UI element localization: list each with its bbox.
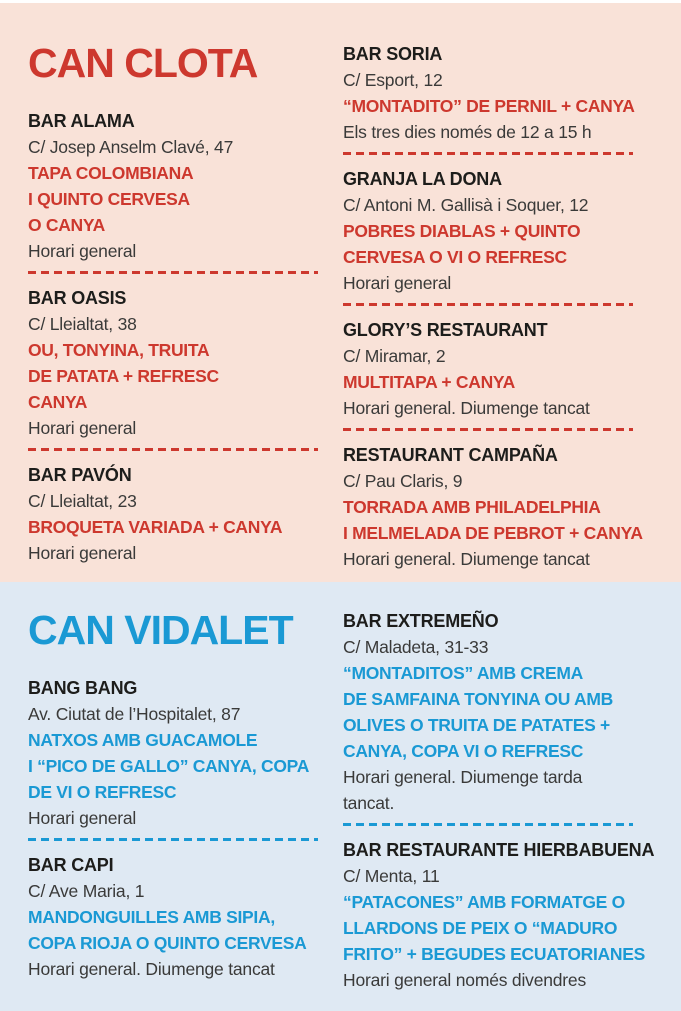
schedule-line: Horari general. Diumenge tarda — [343, 767, 583, 787]
offer-line: COPA RIOJA O QUINTO CERVESA — [28, 933, 307, 953]
can-clota-right-listings — [343, 41, 663, 572]
can-vidalet-right-listings — [343, 608, 663, 993]
dashed-separator — [28, 838, 318, 841]
bar-schedule — [28, 956, 343, 982]
bar-listing — [343, 41, 663, 155]
offer-line: MULTITAPA + CANYA — [343, 372, 516, 392]
bar-name: BAR ALAMA — [28, 111, 135, 131]
offer-line: “PATACONES” AMB FORMATGE O — [343, 892, 625, 912]
section-title-can-clota: CAN CLOTA — [28, 40, 258, 86]
bar-listing — [343, 837, 663, 993]
offer-line: NATXOS AMB GUACAMOLE — [28, 730, 258, 750]
bar-listing — [28, 675, 343, 841]
dashed-separator — [343, 303, 633, 306]
offer-line: TORRADA AMB PHILADELPHIA — [343, 497, 601, 517]
schedule-line: Horari general — [28, 808, 137, 828]
bar-listing — [28, 852, 343, 982]
bar-schedule — [343, 270, 663, 296]
offer-line: POBRES DIABLAS + QUINTO — [343, 221, 581, 241]
offer-line: DE SAMFAINA TONYINA OU AMB — [343, 689, 613, 709]
offer-line: CERVESA O VI O REFRESC — [343, 247, 567, 267]
schedule-line: Horari general — [28, 418, 137, 438]
bar-listing — [28, 285, 343, 451]
offer-line: TAPA COLOMBIANA — [28, 163, 194, 183]
bar-offer — [343, 889, 663, 967]
offer-line: CANYA — [28, 392, 88, 412]
section-can-clota — [0, 3, 681, 582]
bar-listing — [28, 108, 343, 274]
offer-line: MANDONGUILLES AMB SIPIA, — [28, 907, 275, 927]
dashed-separator — [28, 271, 318, 274]
offer-line: LLARDONS DE PEIX O “MADURO — [343, 918, 618, 938]
bar-name: BAR CAPI — [28, 855, 114, 875]
bar-address: C/ Lleialtat, 23 — [28, 491, 137, 511]
bar-listing — [343, 442, 663, 572]
offer-line: I “PICO DE GALLO” CANYA, COPA — [28, 756, 310, 776]
offer-line: “MONTADITOS” AMB CREMA — [343, 663, 584, 683]
bar-offer — [343, 369, 663, 395]
dashed-separator — [343, 152, 633, 155]
bar-name: BAR SORIA — [343, 44, 443, 64]
offer-line: “MONTADITO” DE PERNIL + CANYA — [343, 96, 635, 116]
bar-address: C/ Esport, 12 — [343, 70, 443, 90]
bar-name: BAR RESTAURANTE HIERBABUENA — [343, 840, 655, 860]
offer-line: CANYA, COPA VI O REFRESC — [343, 741, 584, 761]
bar-schedule — [343, 395, 663, 421]
dashed-separator — [343, 428, 633, 431]
can-clota-left-listings — [28, 108, 343, 566]
dashed-separator — [343, 823, 633, 826]
bar-offer — [343, 93, 663, 119]
bar-schedule — [343, 546, 663, 572]
bar-name: GLORY’S RESTAURANT — [343, 320, 548, 340]
schedule-line: Horari general només divendres — [343, 970, 587, 990]
bar-offer — [343, 218, 663, 270]
schedule-line: Horari general. Diumenge tancat — [28, 959, 275, 979]
bar-address: C/ Pau Claris, 9 — [343, 471, 463, 491]
can-clota-right-column — [343, 41, 663, 582]
offer-line: OLIVES O TRUITA DE PATATES + — [343, 715, 610, 735]
bar-address: C/ Ave Maria, 1 — [28, 881, 145, 901]
bar-offer — [28, 514, 343, 540]
bar-name: GRANJA LA DONA — [343, 169, 502, 189]
bar-listing — [343, 317, 663, 431]
schedule-line: Horari general — [28, 241, 137, 261]
bar-address: C/ Antoni M. Gallisà i Soquer, 12 — [343, 195, 589, 215]
bar-schedule — [343, 119, 663, 145]
bar-address: C/ Maladeta, 31-33 — [343, 637, 489, 657]
bar-schedule — [343, 764, 663, 816]
bar-schedule — [28, 540, 343, 566]
bar-name: BAR EXTREMEÑO — [343, 611, 499, 631]
offer-line: DE VI O REFRESC — [28, 782, 177, 802]
can-clota-left-column — [28, 41, 343, 582]
bar-address: C/ Menta, 11 — [343, 866, 440, 886]
dashed-separator — [28, 448, 318, 451]
offer-line: OU, TONYINA, TRUITA — [28, 340, 210, 360]
bar-listing — [28, 462, 343, 566]
bar-address: C/ Josep Anselm Clavé, 47 — [28, 137, 234, 157]
bar-offer — [343, 660, 663, 764]
bar-offer — [28, 727, 343, 805]
bar-address: C/ Lleialtat, 38 — [28, 314, 137, 334]
offer-line: I QUINTO CERVESA — [28, 189, 190, 209]
bar-offer — [343, 494, 663, 546]
schedule-line: Horari general. Diumenge tancat — [343, 398, 590, 418]
bar-listing — [343, 166, 663, 306]
bar-name: RESTAURANT CAMPAÑA — [343, 445, 558, 465]
can-vidalet-left-listings — [28, 675, 343, 982]
bar-offer — [28, 337, 343, 415]
offer-line: DE PATATA + REFRESC — [28, 366, 219, 386]
can-vidalet-left-column — [28, 608, 343, 1011]
bar-name: BAR OASIS — [28, 288, 127, 308]
offer-line: I MELMELADA DE PEBROT + CANYA — [343, 523, 643, 543]
schedule-line: Els tres dies només de 12 a 15 h — [343, 122, 592, 142]
offer-line: BROQUETA VARIADA + CANYA — [28, 517, 283, 537]
bar-schedule — [343, 967, 663, 993]
offer-line: FRITO” + BEGUDES ECUATORIANES — [343, 944, 645, 964]
offer-line: O CANYA — [28, 215, 105, 235]
bar-schedule — [28, 238, 343, 264]
bar-name: BANG BANG — [28, 678, 138, 698]
schedule-line: tancat. — [343, 793, 395, 813]
section-can-vidalet — [0, 582, 681, 1011]
bar-offer — [28, 904, 343, 956]
schedule-line: Horari general — [28, 543, 137, 563]
bar-listing — [343, 608, 663, 826]
schedule-line: Horari general — [343, 273, 452, 293]
bar-address: Av. Ciutat de l’Hospitalet, 87 — [28, 704, 241, 724]
bar-schedule — [28, 805, 343, 831]
can-vidalet-right-column — [343, 608, 663, 1011]
section-title-can-vidalet: CAN VIDALET — [28, 607, 293, 653]
bar-offer — [28, 160, 343, 238]
bar-schedule — [28, 415, 343, 441]
bar-name: BAR PAVÓN — [28, 465, 132, 485]
schedule-line: Horari general. Diumenge tancat — [343, 549, 590, 569]
bar-address: C/ Miramar, 2 — [343, 346, 446, 366]
